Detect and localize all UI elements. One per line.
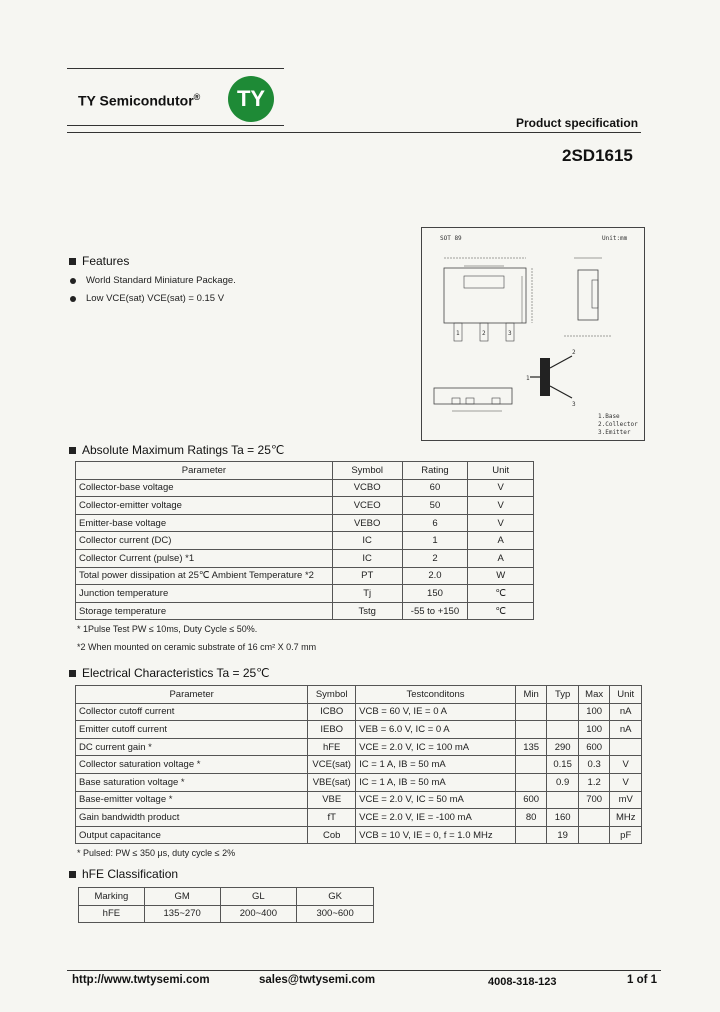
table-row (76, 703, 642, 721)
table-cell: 0.9 (547, 773, 579, 791)
table-row (76, 479, 534, 497)
phone-number: 4008-318-123 (488, 976, 557, 988)
table-cell: VEB = 6.0 V, IC = 0 A (356, 721, 516, 739)
table-row (76, 532, 534, 550)
col-header: Symbol (332, 462, 402, 480)
table-cell: 600 (578, 738, 610, 756)
feature-item: World Standard Miniature Package. (70, 275, 236, 286)
table-cell: IEBO (308, 721, 356, 739)
table-header-row (79, 888, 374, 906)
table-cell: VEBO (332, 514, 402, 532)
table-cell: Junction temperature (76, 585, 333, 603)
table-cell: Collector-emitter voltage (76, 497, 333, 515)
table-cell: 2.0 (402, 567, 468, 585)
table-cell: 135~270 (144, 905, 220, 923)
table-cell: hFE (308, 738, 356, 756)
hfe-table (78, 887, 374, 923)
company-logo: TY (228, 76, 274, 122)
feature-item: Low VCE(sat) VCE(sat) = 0.15 V (70, 293, 224, 304)
table-cell: 19 (547, 826, 579, 844)
table-cell: 80 (515, 809, 547, 827)
col-header: Parameter (76, 462, 333, 480)
table-cell: VCE = 2.0 V, IC = 100 mA (356, 738, 516, 756)
table-cell: 60 (402, 479, 468, 497)
table-cell: Marking (79, 888, 145, 906)
brand-name: TY Semicondutor® (78, 92, 201, 109)
table-cell: Total power dissipation at 25℃ Ambient Temperature *2 (76, 567, 333, 585)
table-cell: 6 (402, 514, 468, 532)
square-bullet-icon (69, 258, 76, 265)
table-cell (578, 826, 610, 844)
table-cell: 160 (547, 809, 579, 827)
table-cell: Cob (308, 826, 356, 844)
svg-text:2: 2 (482, 330, 486, 337)
table-row (76, 791, 642, 809)
table-cell: VCB = 60 V, IE = 0 A (356, 703, 516, 721)
svg-text:3: 3 (572, 401, 576, 408)
table-cell: GL (220, 888, 297, 906)
table-cell: V (610, 773, 642, 791)
table-cell (515, 756, 547, 774)
table-cell: pF (610, 826, 642, 844)
table-row (76, 549, 534, 567)
col-header: Symbol (308, 686, 356, 704)
table-cell: 0.15 (547, 756, 579, 774)
table-cell: 600 (515, 791, 547, 809)
table-cell: fT (308, 809, 356, 827)
table-row (76, 738, 642, 756)
table-cell: VCB = 10 V, IE = 0, f = 1.0 MHz (356, 826, 516, 844)
table-cell: 1.2 (578, 773, 610, 791)
table-row (76, 497, 534, 515)
table-cell: 135 (515, 738, 547, 756)
table-cell: IC (332, 549, 402, 567)
pin-collector: 2.Collector (598, 421, 638, 428)
pin-emitter: 3.Emitter (598, 429, 631, 436)
table-cell: 300~600 (297, 905, 374, 923)
col-header: Testconditons (356, 686, 516, 704)
table-cell: V (468, 514, 534, 532)
table-cell: IC (332, 532, 402, 550)
table-cell: 2 (402, 549, 468, 567)
hfe-heading: hFE Classification (69, 867, 178, 881)
table-cell: Collector current (DC) (76, 532, 333, 550)
table-cell (515, 826, 547, 844)
table-cell: Base saturation voltage * (76, 773, 308, 791)
table-header-row (76, 462, 534, 480)
svg-text:1: 1 (456, 330, 460, 337)
table-cell: VCEO (332, 497, 402, 515)
table-cell: -55 to +150 (402, 602, 468, 620)
email-link[interactable]: sales@twtysemi.com (259, 974, 376, 986)
features-heading: Features (69, 254, 129, 268)
table-cell: DC current gain * (76, 738, 308, 756)
table-cell: Emitter-base voltage (76, 514, 333, 532)
table-cell: nA (610, 703, 642, 721)
table-cell: Output capacitance (76, 826, 308, 844)
table-row (76, 809, 642, 827)
table-row (76, 567, 534, 585)
table-row (76, 585, 534, 603)
pin-base: 1.Base (598, 413, 620, 420)
svg-text:1: 1 (526, 375, 530, 382)
table-cell: Tstg (332, 602, 402, 620)
page-number: 1 of 1 (627, 974, 658, 986)
table-row (76, 773, 642, 791)
abs-max-table (75, 461, 534, 620)
table-row (76, 602, 534, 620)
table-cell (610, 738, 642, 756)
table-cell: ℃ (468, 585, 534, 603)
table-cell: Collector cutoff current (76, 703, 308, 721)
col-header: Parameter (76, 686, 308, 704)
table-row (76, 756, 642, 774)
unit-label: Unit:mm (602, 235, 628, 242)
table-cell: V (468, 479, 534, 497)
table-cell: 290 (547, 738, 579, 756)
table-cell: 1 (402, 532, 468, 550)
table-row (76, 514, 534, 532)
table-cell: W (468, 567, 534, 585)
table-cell: ℃ (468, 602, 534, 620)
product-spec-label: Product specification (516, 116, 639, 130)
table-cell: Collector-base voltage (76, 479, 333, 497)
table-cell: GK (297, 888, 374, 906)
table-cell: Collector Current (pulse) *1 (76, 549, 333, 567)
col-header: Unit (468, 462, 534, 480)
table-cell: A (468, 532, 534, 550)
svg-text:3: 3 (508, 330, 512, 337)
table-row (76, 721, 642, 739)
table-cell: Storage temperature (76, 602, 333, 620)
table-cell: VBE(sat) (308, 773, 356, 791)
col-header: Typ (547, 686, 579, 704)
table-cell: GM (144, 888, 220, 906)
table-cell: VBE (308, 791, 356, 809)
square-bullet-icon (69, 871, 76, 878)
table-cell: V (610, 756, 642, 774)
table-row (79, 905, 374, 923)
table-cell: PT (332, 567, 402, 585)
table-cell (578, 809, 610, 827)
table-cell (515, 721, 547, 739)
package-drawing (421, 227, 645, 441)
elec-heading: Electrical Characteristics Ta = 25℃ (69, 666, 270, 680)
abs-note-2: *2 When mounted on ceramic substrate of 16 cm² X 0.7 mm (77, 642, 317, 652)
table-cell: VCBO (332, 479, 402, 497)
table-cell: VCE(sat) (308, 756, 356, 774)
col-header: Rating (402, 462, 468, 480)
square-bullet-icon (69, 447, 76, 454)
table-cell: MHz (610, 809, 642, 827)
table-cell: ICBO (308, 703, 356, 721)
website-link[interactable]: http://www.twtysemi.com (72, 974, 210, 986)
table-cell: 150 (402, 585, 468, 603)
table-cell (547, 721, 579, 739)
table-cell: 200~400 (220, 905, 297, 923)
table-cell: 100 (578, 703, 610, 721)
elec-table (75, 685, 642, 844)
bullet-icon (70, 296, 76, 302)
table-cell: IC = 1 A, IB = 50 mA (356, 773, 516, 791)
table-row (76, 826, 642, 844)
table-cell: 700 (578, 791, 610, 809)
table-cell: hFE (79, 905, 145, 923)
table-cell: 100 (578, 721, 610, 739)
table-cell (515, 773, 547, 791)
table-cell: VCE = 2.0 V, IE = -100 mA (356, 809, 516, 827)
col-header: Max (578, 686, 610, 704)
part-number: 2SD1615 (562, 146, 633, 165)
table-cell: Base-emitter voltage * (76, 791, 308, 809)
square-bullet-icon (69, 670, 76, 677)
table-header-row (76, 686, 642, 704)
table-cell (515, 703, 547, 721)
table-cell: 50 (402, 497, 468, 515)
table-cell (547, 703, 579, 721)
svg-text:2: 2 (572, 349, 576, 356)
col-header: Unit (610, 686, 642, 704)
table-cell: 0.3 (578, 756, 610, 774)
abs-max-heading: Absolute Maximum Ratings Ta = 25℃ (69, 443, 284, 457)
table-cell: Tj (332, 585, 402, 603)
abs-note-1: * 1Pulse Test PW ≤ 10ms, Duty Cycle ≤ 50%. (77, 624, 258, 634)
package-name: SOT 89 (440, 235, 462, 242)
table-cell: A (468, 549, 534, 567)
table-cell (547, 791, 579, 809)
table-cell: Gain bandwidth product (76, 809, 308, 827)
table-cell: mV (610, 791, 642, 809)
table-cell: Collector saturation voltage * (76, 756, 308, 774)
col-header: Min (515, 686, 547, 704)
table-cell: Emitter cutoff current (76, 721, 308, 739)
table-cell: nA (610, 721, 642, 739)
package-outline-svg (422, 228, 644, 440)
table-cell: VCE = 2.0 V, IC = 50 mA (356, 791, 516, 809)
table-cell: V (468, 497, 534, 515)
table-cell: IC = 1 A, IB = 50 mA (356, 756, 516, 774)
bullet-icon (70, 278, 76, 284)
elec-note: * Pulsed: PW ≤ 350 μs, duty cycle ≤ 2% (77, 848, 236, 858)
